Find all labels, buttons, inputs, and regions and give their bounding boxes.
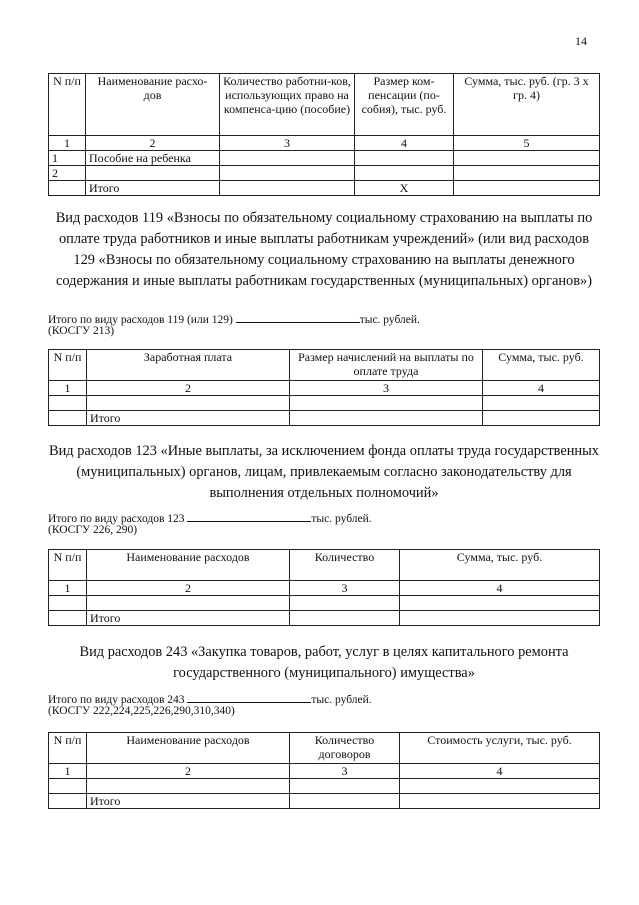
col-header-expense-name: Наименование расхо-дов	[86, 74, 220, 136]
table-cell	[87, 396, 290, 411]
total-label: Итого	[86, 181, 220, 196]
section-123-heading: Вид расходов 123 «Иные выплаты, за исключением фонда оплаты труда государственных (муниципальных) органов, лицам, привлекаемым согласно законодательству для выполнения отдельных полномочий»	[49, 443, 599, 501]
total-row	[49, 611, 600, 626]
col-number: 4	[355, 136, 454, 151]
section-123-kosgu: (КОСГУ 226, 290)	[48, 524, 138, 536]
table-cell	[49, 779, 87, 794]
total-row	[49, 181, 600, 196]
col-number: 3	[220, 136, 355, 151]
table-cell	[49, 181, 86, 196]
table-cell	[49, 611, 87, 626]
total-suffix: тыс. рублей.	[359, 314, 420, 326]
table-cell	[220, 166, 355, 181]
total-prefix: Итого по виду расходов 123	[48, 513, 185, 525]
col-number: 2	[87, 764, 290, 779]
col-header-expense-name: Наименование расходов	[87, 733, 290, 764]
col-number: 2	[87, 381, 290, 396]
table-row	[49, 779, 600, 794]
total-suffix: тыс. рублей.	[311, 513, 372, 525]
table-cell	[483, 411, 600, 426]
table-cell	[290, 794, 400, 809]
col-number: 2	[86, 136, 220, 151]
col-header-number: N п/п	[49, 550, 87, 581]
table-cell	[290, 596, 400, 611]
table-cell	[454, 166, 600, 181]
col-header-expense-name: Наименование расходов	[87, 550, 290, 581]
table-cell	[220, 151, 355, 166]
table-cell	[400, 596, 600, 611]
table-cell	[49, 411, 87, 426]
col-header-number: N п/п	[49, 350, 87, 381]
col-header-number: N п/п	[49, 74, 86, 136]
col-header-number: N п/п	[49, 733, 87, 764]
section-243-kosgu: (КОСГУ 222,224,225,226,290,310,340)	[48, 705, 235, 717]
total-prefix: Итого по виду расходов 119 (или 129)	[48, 314, 233, 326]
table-cell	[49, 794, 87, 809]
table-row	[49, 396, 600, 411]
table-cell	[290, 611, 400, 626]
benefits-table	[48, 73, 600, 196]
total-blank-field	[187, 510, 311, 522]
col-header-quantity: Количество	[290, 550, 400, 581]
total-blank-field	[187, 691, 311, 703]
table-cell	[400, 779, 600, 794]
table-cell	[220, 181, 355, 196]
table-cell	[49, 396, 87, 411]
col-header-employee-count: Количество работни-ков, использующих право на компенса-цию (пособие)	[220, 74, 355, 136]
table-cell: Пособие на ребенка	[86, 151, 220, 166]
table-row	[49, 166, 600, 181]
total-row	[49, 794, 600, 809]
table-cell	[49, 596, 87, 611]
col-number: 1	[49, 764, 87, 779]
col-number: 3	[290, 581, 400, 596]
table-cell	[355, 151, 454, 166]
col-header-contract-count: Количество договоров	[290, 733, 400, 764]
col-number: 1	[49, 136, 86, 151]
col-number: 1	[49, 581, 87, 596]
table-cell	[400, 611, 600, 626]
col-number: 5	[454, 136, 600, 151]
total-label: Итого	[87, 411, 290, 426]
col-number: 3	[290, 381, 483, 396]
table-cell	[454, 181, 600, 196]
section-243-table	[48, 732, 600, 809]
section-243-heading: Вид расходов 243 «Закупка товаров, работ, услуг в целях капитального ремонта государственного (муниципального) имущества»	[79, 644, 569, 681]
table-cell	[483, 396, 600, 411]
col-number: 4	[400, 581, 600, 596]
table-cell	[454, 151, 600, 166]
total-prefix: Итого по виду расходов 243	[48, 694, 185, 706]
col-header-sum: Сумма, тыс. руб.	[483, 350, 600, 381]
table-cell: 1	[49, 151, 86, 166]
col-header-accruals: Размер начислений на выплаты по оплате труда	[290, 350, 483, 381]
section-119-heading: Вид расходов 119 «Взносы по обязательному социальному страхованию на выплаты по оплате труда работников и иные выплаты работникам учреждений» (или вид расходов 129 «Взносы по обязательному социальному страхованию на выплаты денежного содержания и иные выплаты работникам государственных (муниципальных) органов»)	[55, 210, 593, 289]
table-cell: X	[355, 181, 454, 196]
col-number: 4	[483, 381, 600, 396]
table-cell	[290, 779, 400, 794]
section-123-table	[48, 549, 600, 626]
col-number: 1	[49, 381, 87, 396]
table-row	[49, 596, 600, 611]
col-number: 3	[290, 764, 400, 779]
table-cell	[355, 166, 454, 181]
col-header-compensation-size: Размер ком-пенсации (по-собия), тыс. руб.	[355, 74, 454, 136]
col-header-sum: Сумма, тыс. руб.	[400, 550, 600, 581]
table-cell	[86, 166, 220, 181]
page-number: 14	[575, 34, 587, 48]
section-119-table	[48, 349, 600, 426]
total-label: Итого	[87, 611, 290, 626]
total-label: Итого	[87, 794, 290, 809]
col-header-salary: Заработная плата	[87, 350, 290, 381]
table-cell	[87, 596, 290, 611]
table-cell	[290, 396, 483, 411]
total-row	[49, 411, 600, 426]
table-row	[49, 151, 600, 166]
col-number: 4	[400, 764, 600, 779]
table-cell	[87, 779, 290, 794]
table-cell	[290, 411, 483, 426]
col-header-service-cost: Стоимость услуги, тыс. руб.	[400, 733, 600, 764]
table-cell: 2	[49, 166, 86, 181]
col-header-sum: Сумма, тыс. руб. (гр. 3 х гр. 4)	[454, 74, 600, 136]
total-suffix: тыс. рублей.	[311, 694, 372, 706]
table-cell	[400, 794, 600, 809]
section-119-kosgu: (КОСГУ 213)	[48, 325, 115, 337]
col-number: 2	[87, 581, 290, 596]
total-blank-field	[236, 311, 360, 323]
